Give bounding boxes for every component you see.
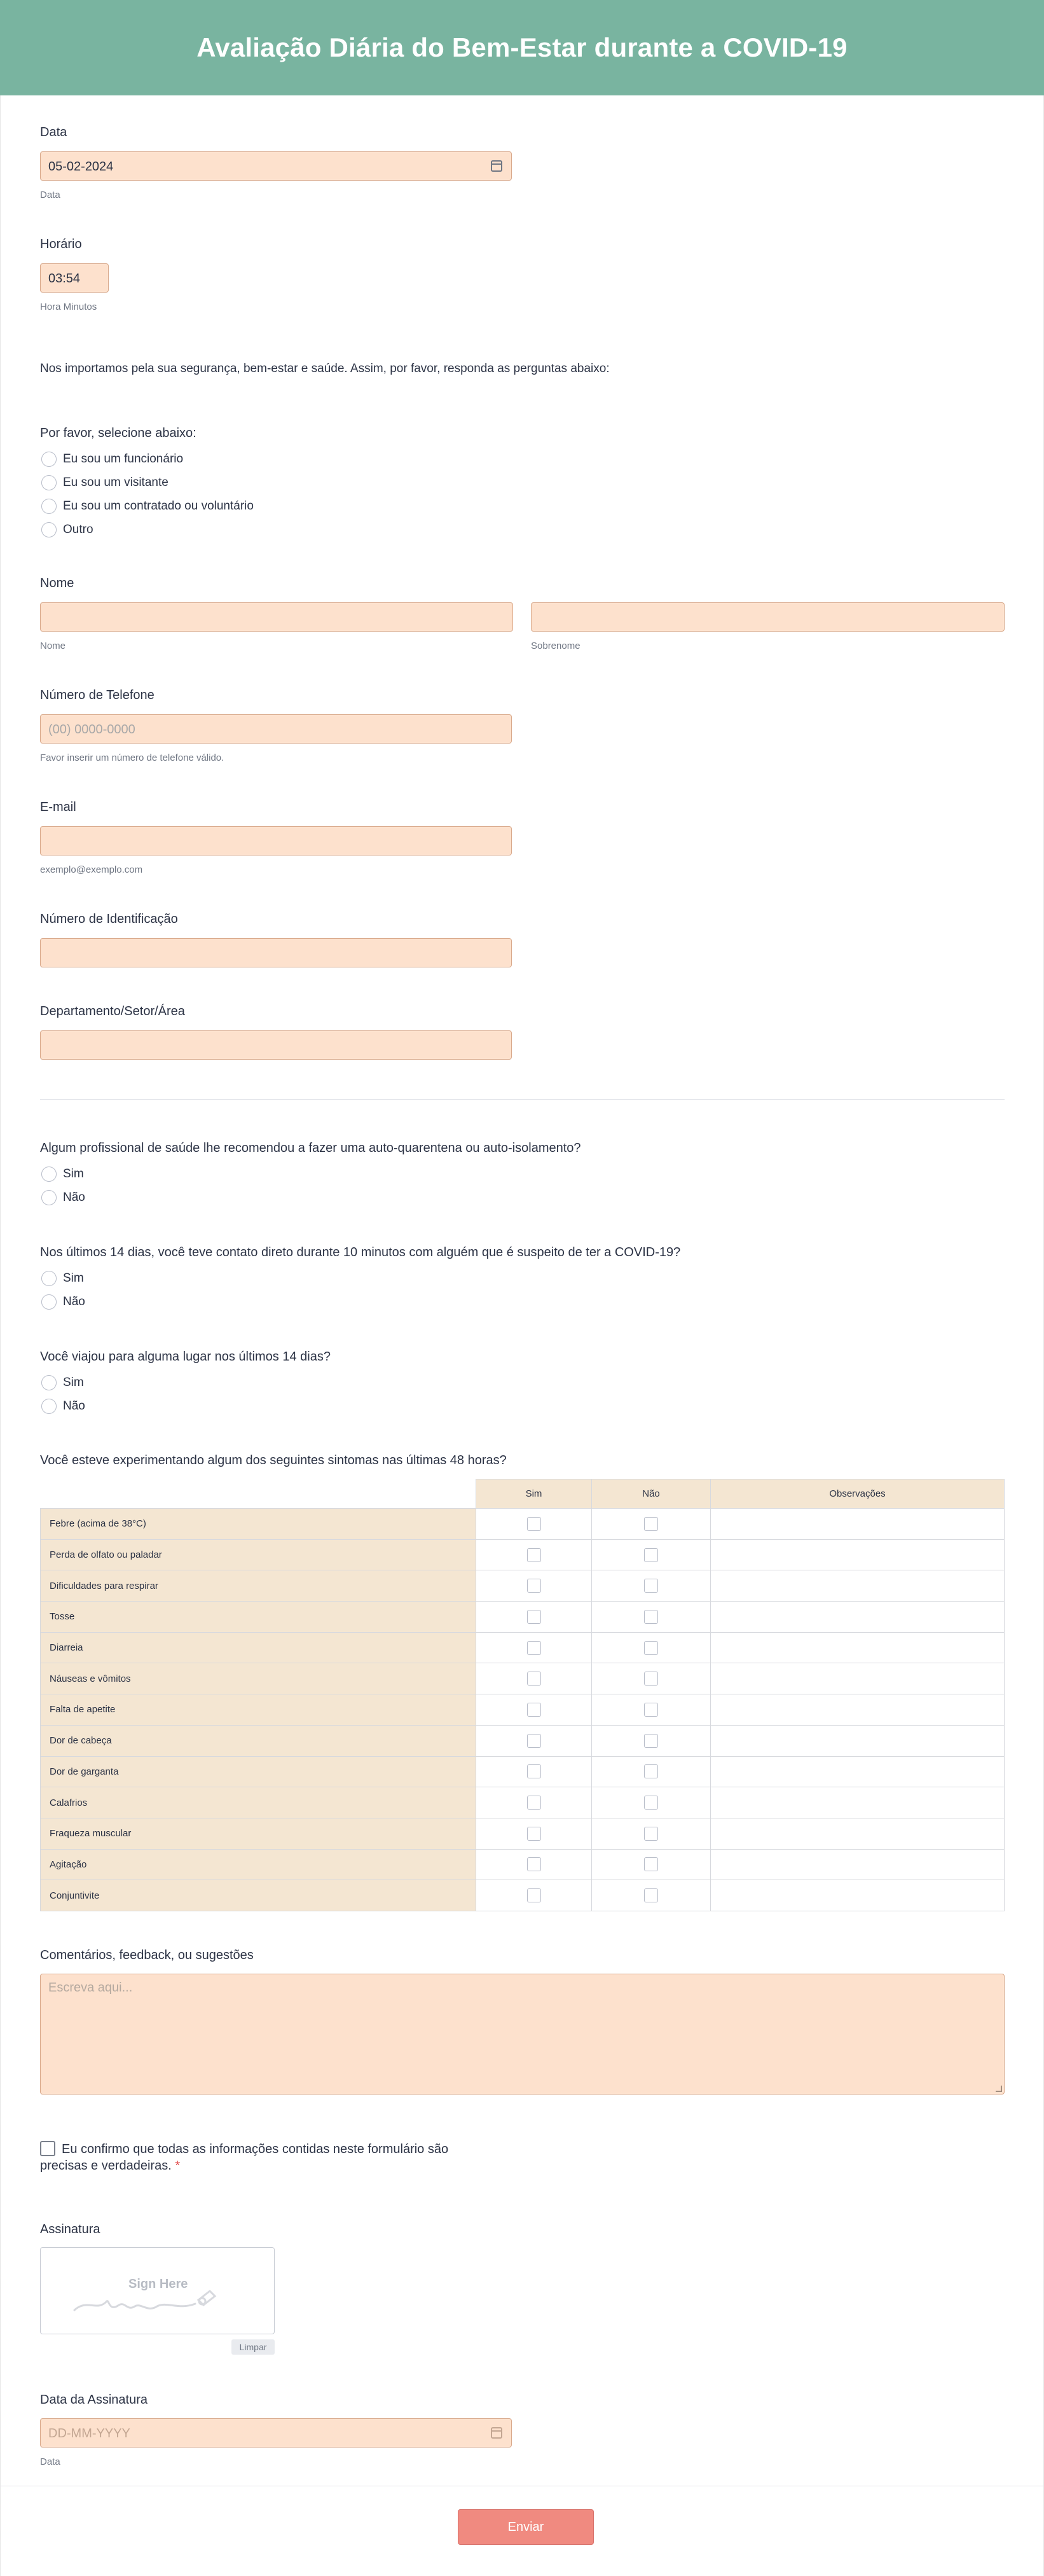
- matrix-cell-no: [592, 1663, 711, 1694]
- symptom-label: Dor de cabeça: [41, 1725, 476, 1756]
- phone-placeholder: (00) 0000-0000: [48, 723, 135, 737]
- quarantine-option-yes[interactable]: Sim: [41, 1165, 85, 1183]
- matrix-cell-no: [592, 1539, 711, 1570]
- matrix-cell-yes: [476, 1694, 592, 1726]
- symptom-label: Fraqueza muscular: [41, 1818, 476, 1849]
- observations-input[interactable]: [711, 1849, 1005, 1880]
- confirm-checkbox[interactable]: [40, 2141, 55, 2156]
- last-name-input[interactable]: [531, 602, 1005, 632]
- symptom-checkbox[interactable]: [644, 1796, 658, 1810]
- symptom-checkbox[interactable]: [644, 1888, 658, 1902]
- observations-input[interactable]: [711, 1602, 1005, 1633]
- travel-option-no[interactable]: Não: [41, 1397, 85, 1415]
- matrix-cell-yes: [476, 1787, 592, 1818]
- symptom-checkbox[interactable]: [527, 1517, 541, 1531]
- table-row: [41, 1756, 1005, 1787]
- table-row: [41, 1787, 1005, 1818]
- comments-placeholder: Escreva aqui...: [48, 1981, 133, 1995]
- matrix-cell-no: [592, 1694, 711, 1726]
- signature-date-placeholder: DD-MM-YYYY: [48, 2427, 130, 2441]
- phone-label: Número de Telefone: [40, 688, 155, 702]
- matrix-cell-no: [592, 1849, 711, 1880]
- confirm-text: precisas e verdadeiras.: [40, 2159, 172, 2173]
- comments-label: Comentários, feedback, ou sugestões: [40, 1948, 254, 1962]
- symptom-checkbox[interactable]: [644, 1827, 658, 1841]
- role-option[interactable]: Eu sou um contratado ou voluntário: [41, 497, 254, 515]
- symptom-checkbox[interactable]: [644, 1548, 658, 1562]
- observations-input[interactable]: [711, 1539, 1005, 1570]
- contact-option-yes[interactable]: Sim: [41, 1270, 85, 1287]
- symptom-checkbox[interactable]: [644, 1517, 658, 1531]
- table-row: [41, 1880, 1005, 1911]
- radio-button[interactable]: [41, 1294, 57, 1310]
- symptom-checkbox[interactable]: [527, 1796, 541, 1810]
- radio-button[interactable]: [41, 1167, 57, 1182]
- phone-input[interactable]: [40, 714, 512, 744]
- matrix-cell-no: [592, 1880, 711, 1911]
- observations-input[interactable]: [711, 1570, 1005, 1602]
- email-label: E-mail: [40, 800, 76, 814]
- symptom-checkbox[interactable]: [527, 1764, 541, 1778]
- time-label: Horário: [40, 237, 82, 251]
- table-row: [41, 1509, 1005, 1540]
- matrix-cell-yes: [476, 1880, 592, 1911]
- contact-option-no[interactable]: Não: [41, 1293, 85, 1311]
- symptom-label: Náuseas e vômitos: [41, 1663, 476, 1694]
- table-row: [41, 1570, 1005, 1602]
- symptom-checkbox[interactable]: [527, 1703, 541, 1717]
- symptom-checkbox[interactable]: [644, 1641, 658, 1655]
- contact-options: [41, 1270, 85, 1311]
- table-row: [41, 1725, 1005, 1756]
- table-row: [41, 1849, 1005, 1880]
- signature-date-sublabel: Data: [40, 2456, 60, 2467]
- matrix-column-header: Sim: [476, 1479, 592, 1509]
- first-name-sublabel: Nome: [40, 641, 66, 651]
- symptom-checkbox[interactable]: [644, 1734, 658, 1748]
- matrix-cell-yes: [476, 1632, 592, 1663]
- observations-input[interactable]: [711, 1694, 1005, 1726]
- symptom-checkbox[interactable]: [644, 1672, 658, 1686]
- symptom-checkbox[interactable]: [527, 1734, 541, 1748]
- matrix-column-header: Não: [592, 1479, 711, 1509]
- symptom-checkbox[interactable]: [527, 1672, 541, 1686]
- table-row: [41, 1632, 1005, 1663]
- matrix-cell-no: [592, 1787, 711, 1818]
- matrix-cell-yes: [476, 1570, 592, 1602]
- phone-sublabel: Favor inserir um número de telefone válido.: [40, 752, 224, 763]
- role-options: [41, 450, 254, 539]
- symptom-label: Dor de garganta: [41, 1756, 476, 1787]
- calendar-icon[interactable]: [491, 2427, 502, 2439]
- table-row: [41, 1694, 1005, 1726]
- symptom-label: Febre (acima de 38°C): [41, 1509, 476, 1540]
- quarantine-options: [41, 1165, 85, 1207]
- radio-button[interactable]: [41, 1271, 57, 1286]
- matrix-corner: [41, 1479, 476, 1509]
- matrix-cell-yes: [476, 1818, 592, 1849]
- date-label: Data: [40, 125, 67, 139]
- intro-text: Nos importamos pela sua segurança, bem-estar e saúde. Assim, por favor, responda as perguntas abaixo:: [40, 362, 610, 375]
- time-input[interactable]: [40, 263, 109, 293]
- symptom-label: Calafrios: [41, 1787, 476, 1818]
- radio-button[interactable]: [41, 1375, 57, 1390]
- symptom-checkbox[interactable]: [527, 1610, 541, 1624]
- matrix-cell-yes: [476, 1849, 592, 1880]
- radio-button[interactable]: [41, 452, 57, 467]
- quarantine-option-no[interactable]: Não: [41, 1189, 85, 1207]
- radio-button[interactable]: [41, 475, 57, 490]
- symptom-checkbox[interactable]: [527, 1888, 541, 1902]
- symptom-checkbox[interactable]: [527, 1827, 541, 1841]
- symptom-label: Perda de olfato ou paladar: [41, 1539, 476, 1570]
- quarantine-question: Algum profissional de saúde lhe recomendou a fazer uma auto-quarentena ou auto-isolamento?: [40, 1141, 581, 1155]
- role-option[interactable]: Eu sou um visitante: [41, 474, 254, 492]
- time-sublabel: Hora Minutos: [40, 301, 97, 312]
- matrix-cell-yes: [476, 1509, 592, 1540]
- date-sublabel: Data: [40, 190, 60, 200]
- symptom-label: Agitação: [41, 1849, 476, 1880]
- matrix-cell-yes: [476, 1539, 592, 1570]
- matrix-cell-no: [592, 1509, 711, 1540]
- table-row: [41, 1663, 1005, 1694]
- matrix-cell-no: [592, 1602, 711, 1633]
- date-input[interactable]: [40, 151, 512, 181]
- frame-left-border: [0, 95, 1, 2576]
- observations-input[interactable]: [711, 1632, 1005, 1663]
- comments-textarea[interactable]: [40, 1974, 1005, 2095]
- matrix-cell-no: [592, 1818, 711, 1849]
- date-value: 05-02-2024: [48, 160, 114, 174]
- observations-input[interactable]: [711, 1818, 1005, 1849]
- signature-date-input[interactable]: [40, 2418, 512, 2448]
- observations-input[interactable]: [711, 1880, 1005, 1911]
- table-row: [41, 1818, 1005, 1849]
- role-option[interactable]: Eu sou um funcionário: [41, 450, 254, 468]
- signature-scribble-icon: [71, 2273, 237, 2324]
- observations-input[interactable]: [711, 1787, 1005, 1818]
- matrix-cell-yes: [476, 1602, 592, 1633]
- email-input[interactable]: [40, 826, 512, 855]
- last-name-sublabel: Sobrenome: [531, 641, 580, 651]
- department-label: Departamento/Setor/Área: [40, 1004, 185, 1018]
- symptom-checkbox[interactable]: [644, 1703, 658, 1717]
- symptom-checkbox[interactable]: [644, 1610, 658, 1624]
- radio-button[interactable]: [41, 499, 57, 514]
- radio-button[interactable]: [41, 1190, 57, 1205]
- resize-handle-icon[interactable]: [996, 2086, 1002, 2092]
- id-number-label: Número de Identificação: [40, 912, 178, 926]
- form-title: Avaliação Diária do Bem-Estar durante a COVID-19: [196, 32, 848, 62]
- matrix-cell-no: [592, 1756, 711, 1787]
- email-sublabel: exemplo@exemplo.com: [40, 864, 143, 875]
- form-header: [0, 0, 1044, 95]
- role-label: Por favor, selecione abaixo:: [40, 426, 196, 440]
- role-option[interactable]: Outro: [41, 521, 254, 539]
- department-input[interactable]: [40, 1030, 512, 1060]
- contact-question: Nos últimos 14 dias, você teve contato direto durante 10 minutos com alguém que é suspeito de ter a COVID-19?: [40, 1245, 681, 1259]
- radio-button[interactable]: [41, 1399, 57, 1414]
- signature-hint: Sign Here: [128, 2277, 188, 2291]
- symptoms-matrix: [40, 1479, 1005, 1911]
- symptom-checkbox[interactable]: [527, 1579, 541, 1593]
- matrix-cell-no: [592, 1725, 711, 1756]
- table-row: [41, 1602, 1005, 1633]
- matrix-body: [41, 1509, 1005, 1911]
- clear-signature-button[interactable]: Limpar: [231, 2339, 275, 2355]
- matrix-cell-yes: [476, 1725, 592, 1756]
- name-label: Nome: [40, 576, 74, 590]
- calendar-icon[interactable]: [491, 160, 502, 172]
- matrix-column-header: Observações: [711, 1479, 1005, 1509]
- matrix-cell-no: [592, 1570, 711, 1602]
- confirm-text-line1: Eu confirmo que todas as informações contidas neste formulário são: [62, 2142, 449, 2156]
- time-value: 03:54: [48, 272, 81, 286]
- matrix-cell-yes: [476, 1756, 592, 1787]
- symptom-label: Conjuntivite: [41, 1880, 476, 1911]
- required-asterisk: *: [175, 2159, 181, 2173]
- travel-option-yes[interactable]: Sim: [41, 1374, 85, 1392]
- observations-input[interactable]: [711, 1663, 1005, 1694]
- id-number-input[interactable]: [40, 938, 512, 967]
- symptom-label: Tosse: [41, 1602, 476, 1633]
- radio-button[interactable]: [41, 522, 57, 537]
- symptoms-question: Você esteve experimentando algum dos seguintes sintomas nas últimas 48 horas?: [40, 1453, 507, 1467]
- submit-button[interactable]: Enviar: [458, 2509, 594, 2545]
- confirm-text-line2: [40, 2159, 180, 2173]
- table-row: [41, 1539, 1005, 1570]
- symptom-label: Dificuldades para respirar: [41, 1570, 476, 1602]
- travel-question: Você viajou para alguma lugar nos últimos 14 dias?: [40, 1350, 331, 1364]
- symptom-label: Diarreia: [41, 1632, 476, 1663]
- signature-pad[interactable]: [40, 2247, 275, 2334]
- matrix-cell-yes: [476, 1663, 592, 1694]
- symptom-checkbox[interactable]: [644, 1857, 658, 1871]
- observations-input[interactable]: [711, 1509, 1005, 1540]
- travel-options: [41, 1374, 85, 1415]
- signature-date-label: Data da Assinatura: [40, 2393, 148, 2407]
- signature-label: Assinatura: [40, 2222, 100, 2236]
- first-name-input[interactable]: [40, 602, 513, 632]
- symptom-checkbox[interactable]: [644, 1579, 658, 1593]
- symptom-label: Falta de apetite: [41, 1694, 476, 1726]
- symptom-checkbox[interactable]: [527, 1548, 541, 1562]
- symptom-checkbox[interactable]: [527, 1857, 541, 1871]
- symptom-checkbox[interactable]: [527, 1641, 541, 1655]
- observations-input[interactable]: [711, 1756, 1005, 1787]
- section-divider: [40, 1099, 1005, 1100]
- matrix-cell-no: [592, 1632, 711, 1663]
- observations-input[interactable]: [711, 1725, 1005, 1756]
- symptom-checkbox[interactable]: [644, 1764, 658, 1778]
